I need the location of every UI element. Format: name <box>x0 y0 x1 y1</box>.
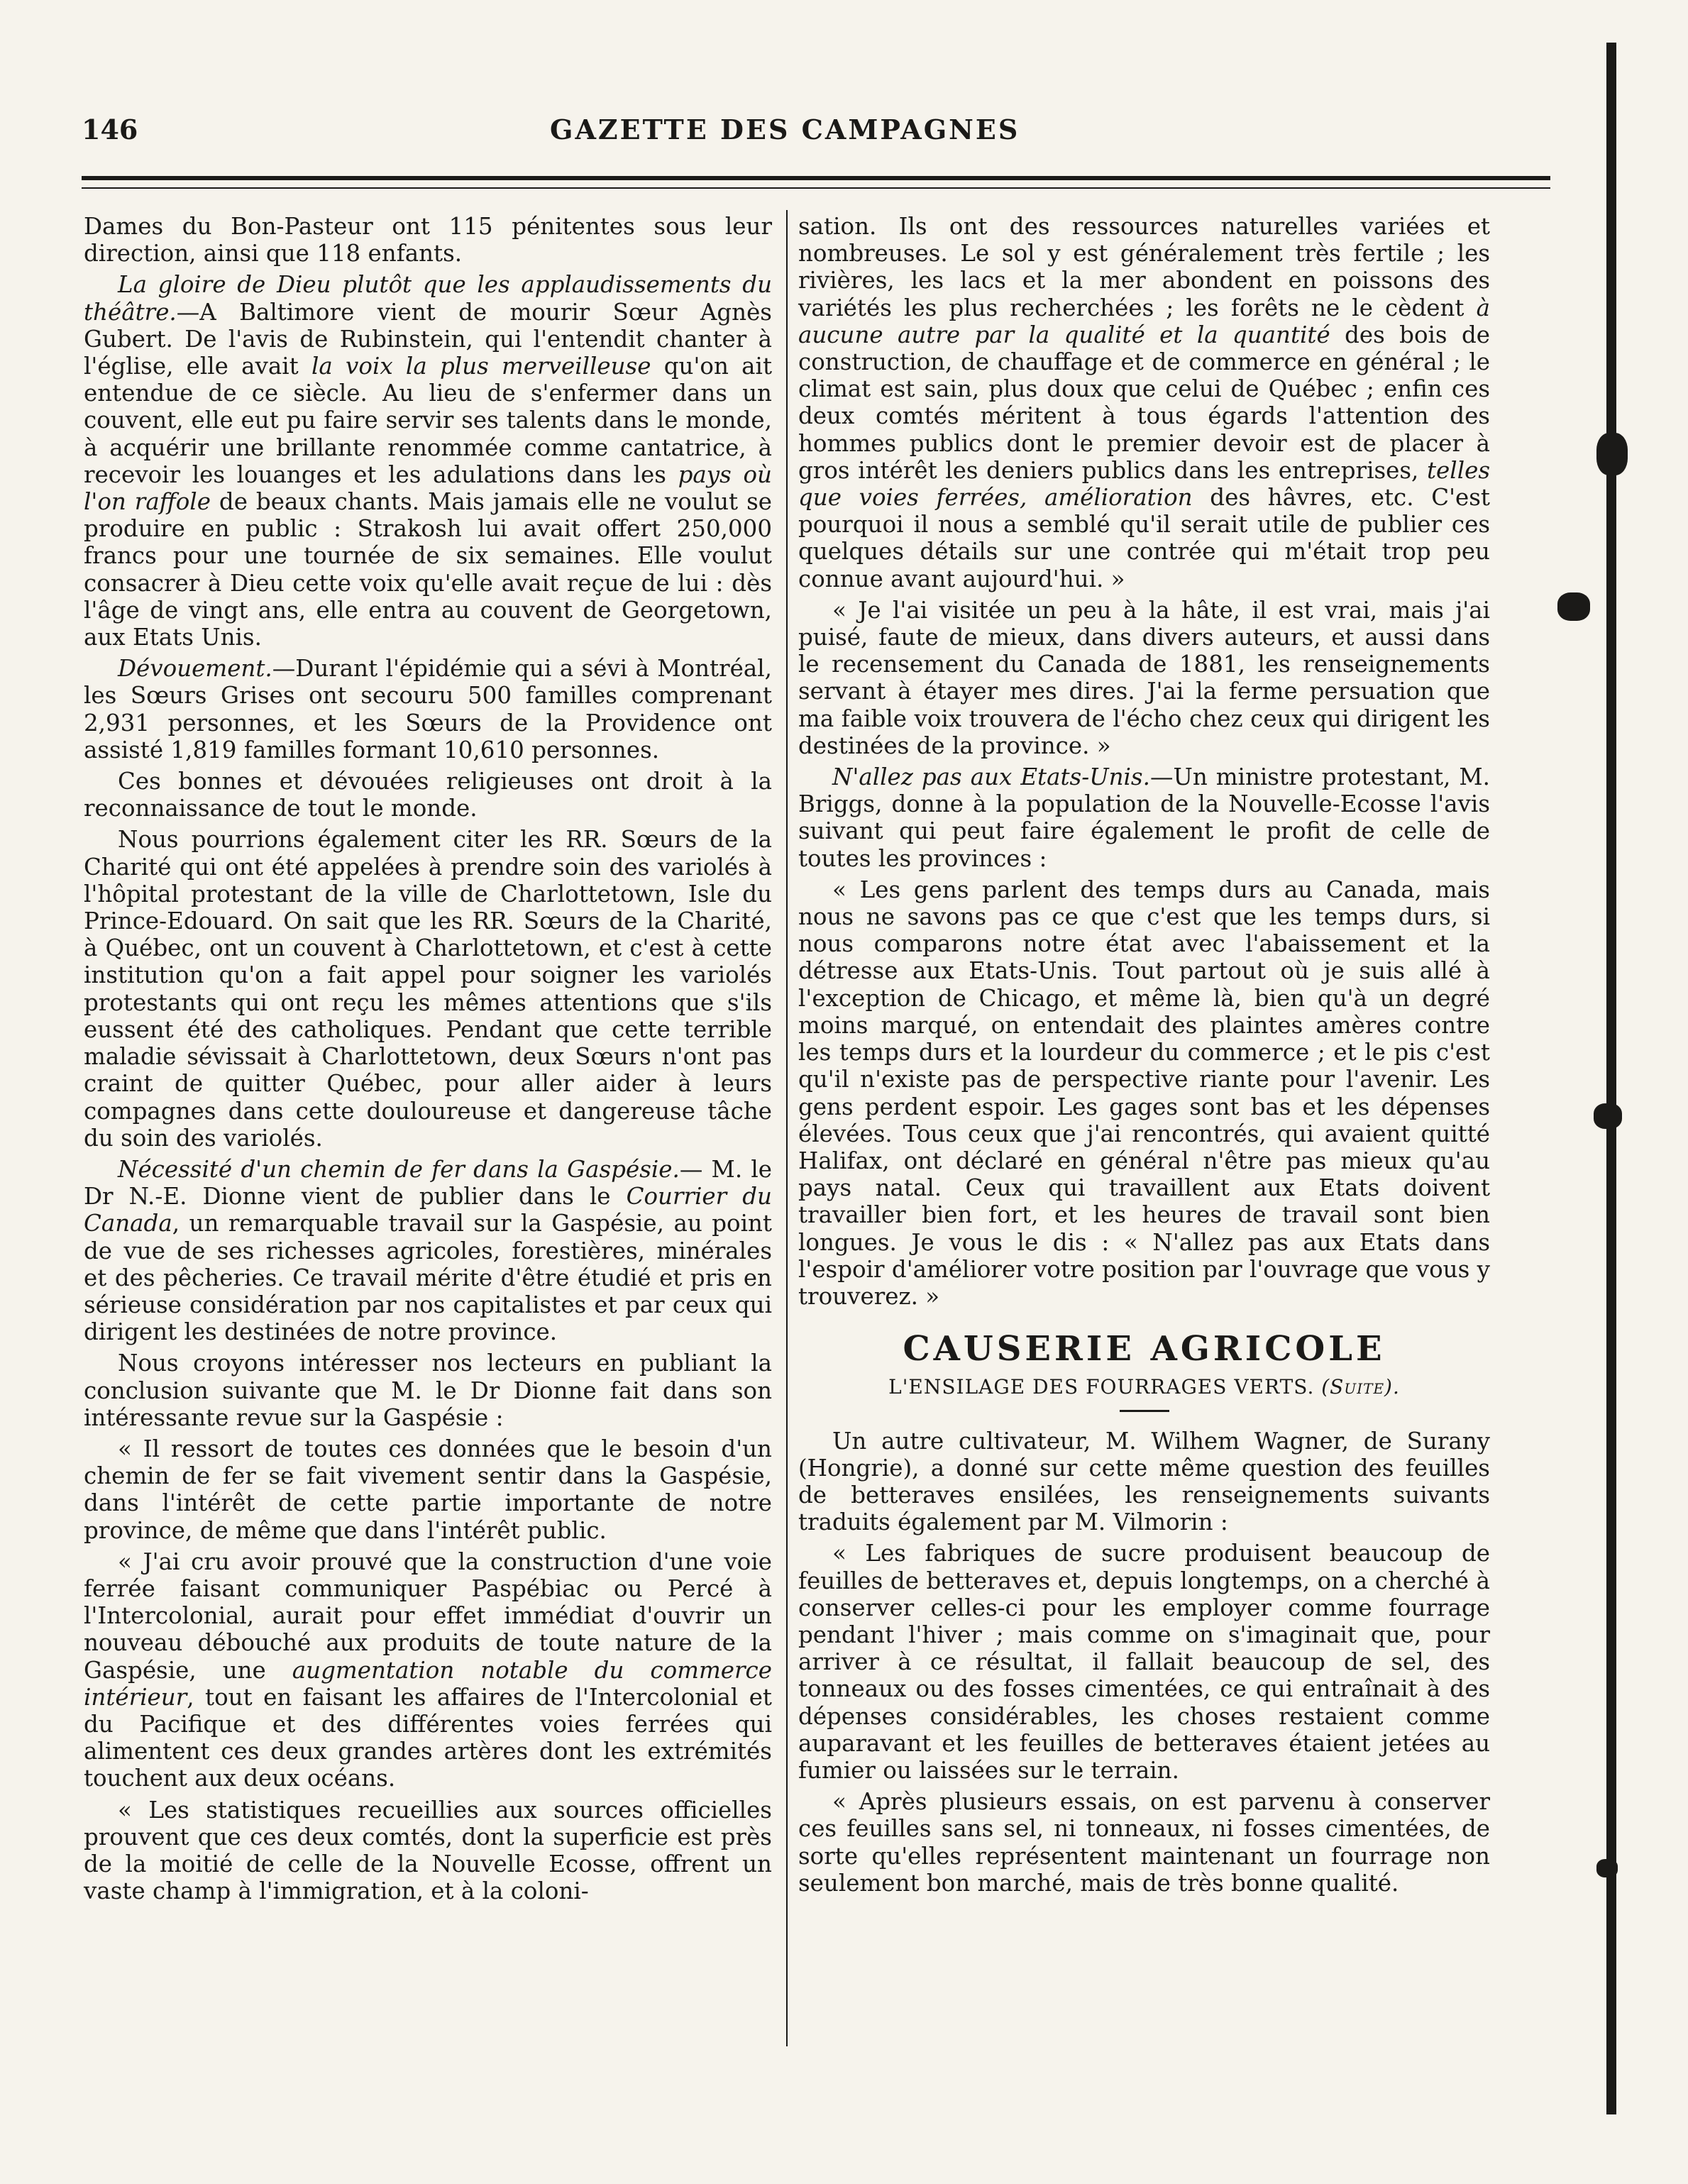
ink-blot <box>1594 1103 1622 1129</box>
quote-paragraph: « Les gens parlent des temps durs au Canada, mais nous ne savons pas ce que c'est que les temps durs, si nous comparons notre état avec l'abaissement et la détresse aux Etats-Unis. Tout partout où je suis allé à l'exception de Chicago, et même là, bien qu'à un degré moins marqué, on entendait des plaintes amères contre les temps durs et la lourdeur du commerce ; et le pis c'est qu'il n'existe pas de perspective riante pour l'avenir. Les gens perdent espoir. Les gages sont bas et les dépenses élevées. Tous ceux que j'ai rencontrés, qui avaient quitté Halifax, ont déclaré en général n'être pas mieux qu'au pays natal. Ceux qui travaillent aux Etats doivent travailler bien fort, et les heures de travail sont bien longues. Je vous le dis : « N'allez pas aux Etats dans l'espoir d'améliorer votre position par l'ouvrage que vous y trouverez. » <box>798 876 1490 1310</box>
quote-paragraph: « Les fabriques de sucre produisent beaucoup de feuilles de betteraves et, depuis longtemps, on a cherché à conserver celles-ci pour les employer comme fourrage pendant l'hiver ; mais comme on s'imaginait que, pour arriver à ce résultat, il fallait beaucoup de sel, des tonneaux ou des fosses cimentées, ce qui entraînait à des dépenses considérables, les choses restaient comme auparavant et les feuilles de betteraves étaient jetées au fumier ou laissées sur le terrain. <box>798 1540 1490 1784</box>
quote-paragraph: « Il ressort de toutes ces données que le besoin d'un chemin de fer se fait vivement sentir dans la Gaspésie, dans l'intérêt de cette partie importante de notre province, de même que dans l'intérêt public. <box>84 1435 772 1544</box>
paragraph-gloire: La gloire de Dieu plutôt que les applaudissements du théâtre.—A Baltimore vient de mourir Sœur Agnès Gubert. De l'avis de Rubinstein, qui l'entendit chanter à l'église, elle avait la voix la plus merveilleuse qu'on ait entendue de ce siècle. Au lieu de s'enfermer dans un couvent, elle eut pu faire servir ses talents dans le monde, à acquérir une brillante renommée comme cantatrice, à recevoir les louanges et les adulations dans les pays où l'on raffole de beaux chants. Mais jamais elle ne voulut se produire en public : Strakosh lui avait offert 250,000 francs pour une tournée de six semaines. Elle voulut consacrer à Dieu cette voix qu'elle avait reçue de lui : dès l'âge de vingt ans, elle entra au couvent de Georgetown, aux Etats Unis. <box>84 271 772 651</box>
paragraph: Un autre cultivateur, M. Wilhem Wagner, de Surany (Hongrie), a donné sur cette même question des feuilles de betteraves ensilées, les renseignements suivants traduits également par M. Vilmorin : <box>798 1427 1490 1536</box>
section-rule <box>1120 1410 1169 1412</box>
right-column <box>798 213 1490 1901</box>
ink-blot <box>1596 1859 1618 1877</box>
quote-paragraph: « Je l'ai visitée un peu à la hâte, il est vrai, mais j'ai puisé, faute de mieux, dans divers auteurs, et aussi dans le recensement du Canada de 1881, les renseignements servant à étayer mes dires. J'ai la ferme persuation que ma faible voix trouvera de l'écho chez ceux qui dirigent les destinées de la province. » <box>798 596 1490 759</box>
ink-blot <box>1557 592 1590 621</box>
page-header <box>82 114 1550 156</box>
paragraph: Ces bonnes et dévouées religieuses ont droit à la reconnaissance de tout le monde. <box>84 768 772 822</box>
quote-paragraph: « J'ai cru avoir prouvé que la construction d'une voie ferrée faisant communiquer Paspébiac ou Percé à l'Intercolonial, aurait pour effet immédiat d'ouvrir un nouveau débouché aux produits de toute nature de la Gaspésie, une augmentation notable du commerce intérieur, tout en faisant les affaires de l'Intercolonial et du Pacifique et des différentes voies ferrées qui alimentent ces deux grandes artères dont les extrémités touchent aux deux océans. <box>84 1548 772 1792</box>
paragraph: Nous pourrions également citer les RR. Sœurs de la Charité qui ont été appelées à prendre soin des variolés à l'hôpital protestant de la ville de Charlottetown, Isle du Prince-Edouard. On sait que les RR. Sœurs de la Charité, à Québec, ont un couvent à Charlottetown, et c'est à cette institution qu'on a fait appel pour soigner les variolés protestants qui ont reçu les mêmes attentions que s'ils eussent été des catholiques. Pendant que cette terrible maladie sévissait à Charlottetown, deux Sœurs n'ont pas craint de quitter Québec, pour aller aider à leurs compagnes dans cette douloureuse et dangereuse tâche du soin des variolés. <box>84 826 772 1152</box>
paragraph-etats-unis: N'allez pas aux Etats-Unis.—Un ministre protestant, M. Briggs, donne à la population de la Nouvelle-Ecosse l'avis suivant qui peut faire également le profit de celle de toutes les provinces : <box>798 763 1490 872</box>
article-title: La gloire de Dieu plutôt que les applaudissements du théâtre. <box>84 271 772 326</box>
header-rule-thick <box>82 176 1550 180</box>
article-title: N'allez pas aux Etats-Unis. <box>832 763 1150 791</box>
binding-edge <box>1606 43 1616 2114</box>
quote-paragraph: « Après plusieurs essais, on est parvenu à conserver ces feuilles sans sel, ni tonneaux, ni fosses cimentées, de sorte qu'elles représentent maintenant un fourrage non seulement bon marché, mais de très bonne qualité. <box>798 1788 1490 1897</box>
ink-blot <box>1596 433 1628 475</box>
paragraph-devouement: Dévouement.—Durant l'épidémie qui a sévi à Montréal, les Sœurs Grises ont secouru 500 familles comprenant 2,931 personnes, et les Sœurs de la Providence ont assisté 1,819 familles formant 10,610 personnes. <box>84 655 772 763</box>
column-divider <box>786 210 788 2046</box>
article-title: Nécessité d'un chemin de fer dans la Gaspésie. <box>118 1155 680 1183</box>
section-subtitle: L'ENSILAGE DES FOURRAGES VERTS. (Suite). <box>888 1375 1400 1399</box>
quote-paragraph: « Les statistiques recueillies aux sources officielles prouvent que ces deux comtés, dont la superficie est près de la moitié de celle de la Nouvelle Ecosse, offrent un vaste champ à l'immigration, et à la coloni- <box>84 1796 772 1905</box>
paragraph: Dames du Bon-Pasteur ont 115 pénitentes sous leur direction, ainsi que 118 enfants. <box>84 213 772 268</box>
running-head: GAZETTE DES CAMPAGNES <box>550 114 1020 145</box>
paragraph-gaspesie: Nécessité d'un chemin de fer dans la Gaspésie.— M. le Dr N.-E. Dionne vient de publier dans le Courrier du Canada, un remarquable travail sur la Gaspésie, au point de vue de ses richesses agricoles, forestières, minérales et des pêcheries. Ce travail mérite d'être étudié et pris en sérieuse considération par nos capitalistes et par ceux qui dirigent les destinées de notre province. <box>84 1155 773 1346</box>
paragraph: Nous croyons intéresser nos lecteurs en publiant la conclusion suivante que M. le Dr Dionne fait dans son intéressante revue sur la Gaspésie : <box>84 1350 772 1431</box>
paragraph: sation. Ils ont des ressources naturelles variées et nombreuses. Le sol y est généralement très fertile ; les rivières, les lacs et la mer abondent en poissons des variétés les plus recherchées ; les forêts ne le cèdent à aucune autre par la qualité et la quantité des bois de construction, de chauffage et de commerce en général ; le climat est sain, plus doux que celui de Québec ; enfin ces deux comtés méritent à tous égards l'attention des hommes publics dont le premier devoir est de placer à gros intérêt les deniers publics dans les entreprises, telles que voies ferrées, amélioration des hâvres, etc. C'est pourquoi il nous a semblé qu'il serait utile de publier ces quelques détails sur une contrée qui m'était trop peu connue avant aujourd'hui. » <box>798 213 1490 592</box>
header-rule-thin <box>82 187 1550 189</box>
left-column <box>84 213 772 1909</box>
section-title: CAUSERIE AGRICOLE <box>903 1329 1386 1369</box>
article-title: Dévouement. <box>118 655 272 683</box>
page-number: 146 <box>82 114 138 145</box>
